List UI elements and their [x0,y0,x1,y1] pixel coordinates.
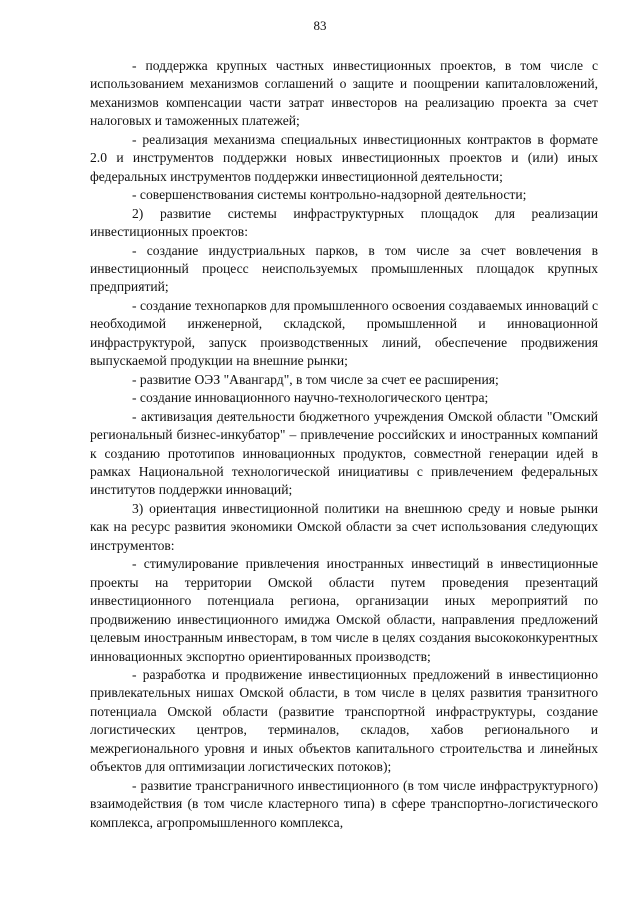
paragraph-control-supervision: - совершенствования системы контрольно-надзорной деятельности; [132,187,527,203]
paragraph-investment-proposals: - разработка и продвижение инвестиционных предложений в инвестиционно привлекательных нишах Омской области, в том числе в целях развития транзитного потенциала Омской области (развитие транспортной инфраструктуры, создание логистических центров, терминалов, складов, хабов регионального и межрегионального уровня и иных объектов капитального строительства и линейных объектов для оптимизации логистических потоков); [90,666,598,775]
paragraph-oez-avangard: - развитие ОЭЗ "Авангард", в том числе за счет ее расширения; [132,371,499,387]
paragraph-investment-support: - поддержка крупных частных инвестиционных проектов, в том числе с использованием механизмов соглашений о защите и поощрении капиталовложений, механизмов компенсации части затрат инвесторов на реализацию проекта за счет налоговых и таможенных платежей; [90,58,598,129]
paragraph-business-incubator: - активизация деятельности бюджетного учреждения Омской области "Омский региональный бизнес-инкубатор" – привлечение российских и иностранных компаний к созданию прототипов инновационных продуктов, совместной генерации идей в рамках Национальной технологической инициативы с привлечением федеральных институтов поддержки инноваций; [90,408,598,498]
paragraph-external-markets: 3) ориентация инвестиционной политики на внешнюю среду и новые рынки как на ресурс развития экономики Омской области за счет использования следующих инструментов: [90,500,598,553]
page-number: 83 [313,18,327,33]
paragraph-infrastructure-sites: 2) развитие системы инфраструктурных площадок для реализации инвестиционных проектов: [90,205,598,240]
paragraph-industrial-parks: - создание индустриальных парков, в том числе за счет вовлечения в инвестиционный процесс неиспользуемых промышленных площадок крупных предприятий; [90,242,598,295]
paragraph-innovation-center: - создание инновационного научно-технологического центра; [132,390,489,406]
paragraph-special-contracts: - реализация механизма специальных инвестиционных контрактов в формате 2.0 и инструментов поддержки новых инвестиционных проектов и (или) иных федеральных инструментов поддержки инвестиционной деятельности; [90,131,598,184]
paragraph-technoparks: - создание технопарков для промышленного освоения создаваемых инноваций с необходимой инженерной, складской, промышленной и инновационной инфраструктурой, запуск производственных линий, обеспечение продвижения выпускаемой продукции на внешние рынки; [90,297,598,369]
paragraph-crossborder-cooperation: - развитие трансграничного инвестиционного (в том числе инфраструктурного) взаимодействия (в том числе кластерного типа) в сфере транспортно-логистического комплекса, агропромышленного комплекса, [90,777,598,830]
paragraph-foreign-investment: - стимулирование привлечения иностранных инвестиций в инвестиционные проекты на территории Омской области путем проведения презентаций инвестиционного потенциала региона, организации иных мероприятий по продвижению инвестиционного имиджа Омской области, направления предложений целевым иностранным инвесторам, в том числе в целях создания высококонкурентных инновационных экспортно ориентированных производств; [90,556,598,664]
document-body [90,57,598,832]
